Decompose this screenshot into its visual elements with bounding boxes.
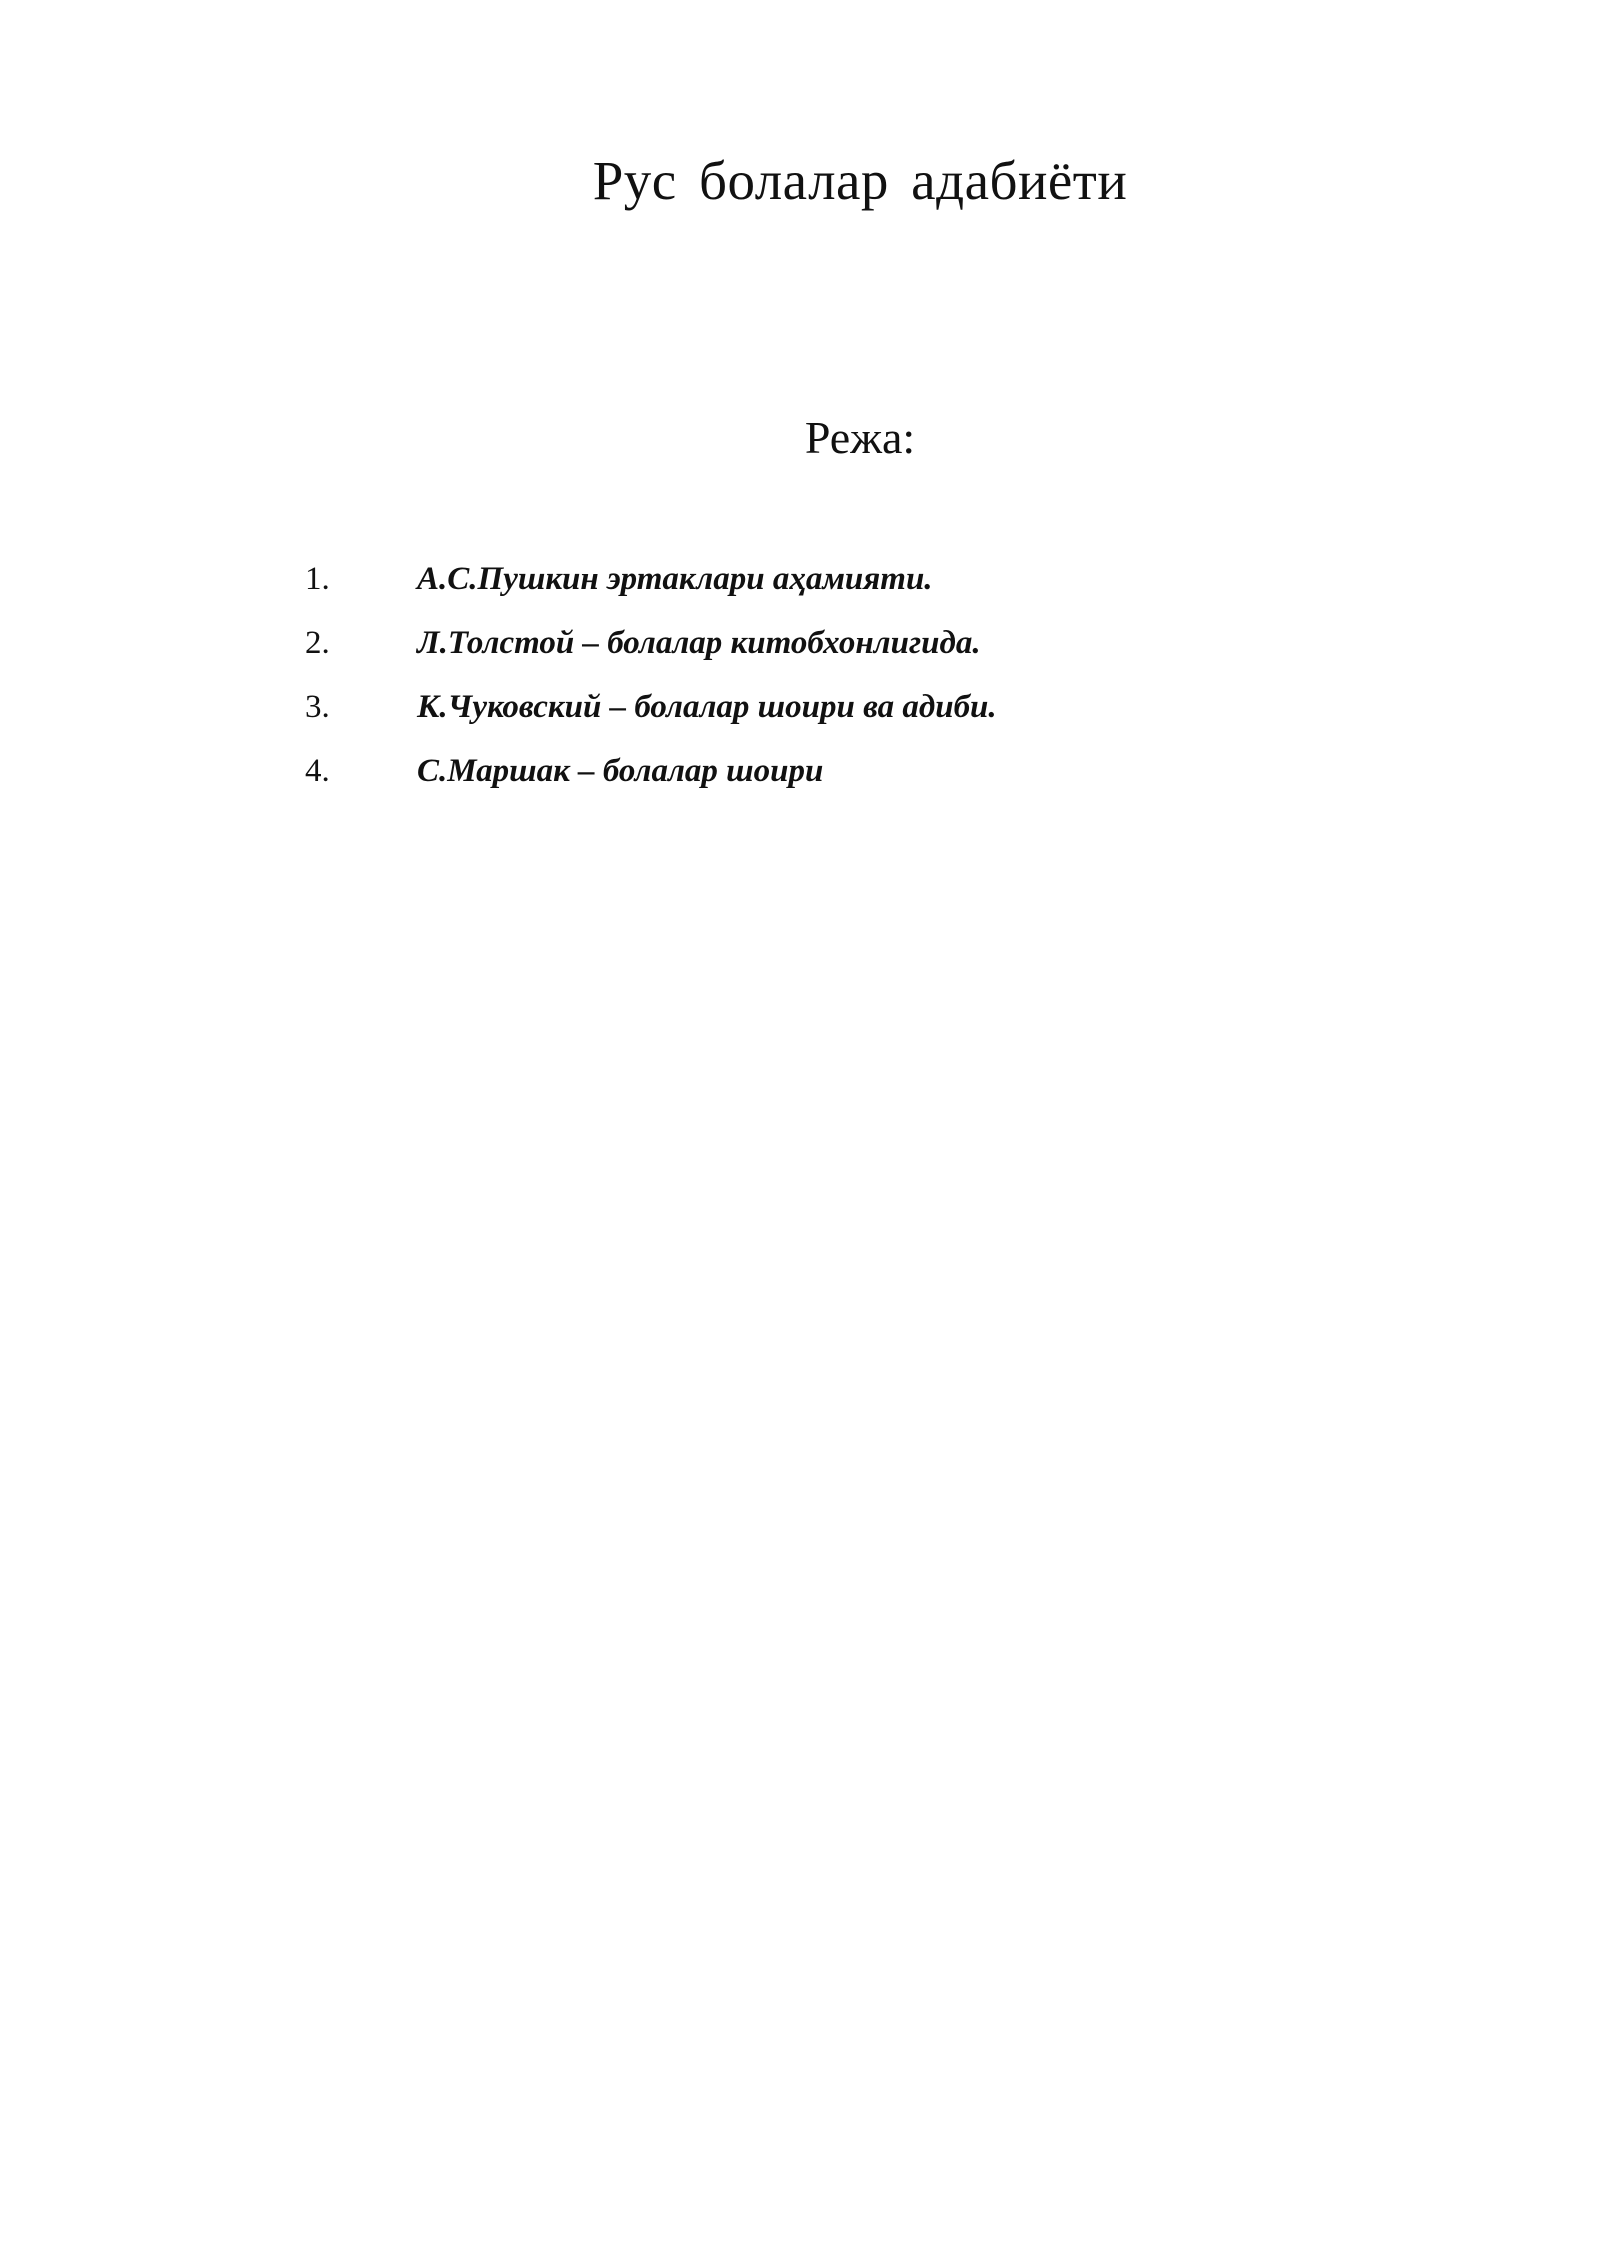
plan-item-3 [305, 688, 997, 752]
plan-heading: Режа: [804, 412, 916, 463]
plan-item-text: Л.Толстой – болалар китобхонлигида. [417, 625, 981, 661]
plan-item-text: А.С.Пушкин эртаклари аҳамияти. [417, 561, 933, 597]
plan-item-2 [305, 624, 997, 688]
document-title: Рус болалар адабиёти [592, 150, 1128, 211]
plan-item-number: 2. [305, 625, 330, 661]
plan-item-number: 3. [305, 689, 330, 725]
plan-item-4 [305, 752, 997, 816]
plan-list [305, 560, 997, 816]
plan-item-number: 1. [305, 561, 330, 597]
plan-item-text: С.Маршак – болалар шоири [417, 753, 824, 789]
plan-item-1 [305, 560, 997, 624]
plan-item-text: К.Чуковский – болалар шоири ва адиби. [417, 689, 997, 725]
plan-item-number: 4. [305, 753, 330, 789]
